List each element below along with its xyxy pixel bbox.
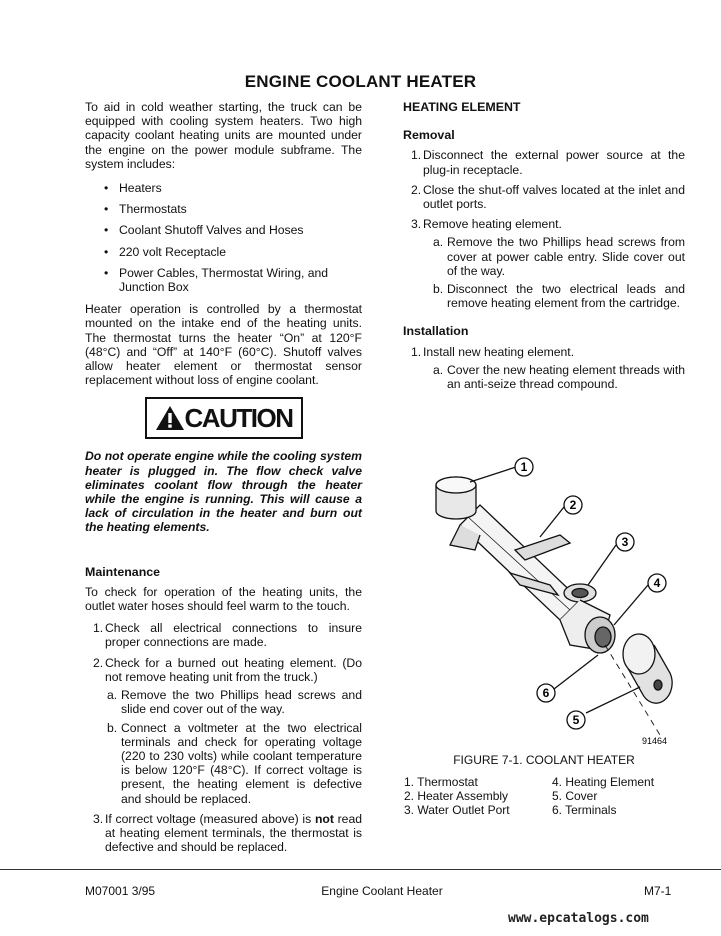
maintenance-steps (85, 621, 362, 854)
callout-5: 5 (572, 713, 580, 727)
list-item: • Power Cables, Thermostat Wiring, and Junction Box (104, 266, 362, 294)
list-item: • Coolant Shutoff Valves and Hoses (104, 223, 362, 237)
intro-paragraph: To aid in cold weather starting, the truck can be equipped with cooling system heaters. Two high capacity coolant heating units are mounted under the engine on the power module subframe. The system includes: (85, 100, 362, 171)
substep (103, 688, 362, 716)
footer-page-number: M7-1 (644, 884, 672, 898)
step-text: Close the shut-off valves located at the inlet and outlet ports. (423, 182, 685, 212)
list-item (403, 148, 685, 176)
substep-text: Connect a voltmeter at the two electrical terminals and check for operating voltage (220 to 230 volts) while coolant temperature is below 120°F (48°C). If correct voltage is present, the heating element is defective and should be replaced. (121, 720, 362, 806)
part-number: 91464 (642, 736, 668, 746)
figure-caption: FIGURE 7-1. COOLANT HEATER (453, 753, 635, 767)
step-number: 2. (93, 655, 104, 670)
callout-6: 6 (542, 686, 550, 700)
footer-rule (0, 869, 721, 870)
caution-banner (145, 397, 303, 439)
list-item (85, 621, 362, 649)
step-text (105, 812, 362, 855)
list-item (403, 345, 685, 392)
legend-item: 4. Heating Element (552, 775, 655, 789)
list-item (85, 656, 362, 806)
footer-section: Engine Coolant Heater (321, 884, 443, 898)
callout-3: 3 (621, 535, 629, 549)
installation-heading: Installation (403, 324, 469, 339)
substep-number: a. (107, 688, 118, 703)
step-text: Remove heating element. (423, 217, 562, 232)
list-item (403, 217, 685, 310)
list-item: • Heaters (104, 181, 362, 195)
list-item: • 220 volt Receptacle (104, 245, 362, 259)
callout-2: 2 (569, 498, 577, 512)
legend-item: 5. Cover (552, 789, 598, 803)
list-item (403, 183, 685, 211)
legend-item: 1. Thermostat (404, 775, 478, 789)
list-item (85, 812, 362, 855)
operation-paragraph: Heater operation is controlled by a thermostat mounted on the intake end of the heating units. The thermostat turns the heater “On” at 120°F (48°C) and “Off” at 140°F (60°C). Shutoff valves allow heater element or thermostat sensor replacement without loss of engine coolant. (85, 302, 362, 388)
footer-doc-id: M07001 3/95 (85, 884, 156, 898)
step3-text-b: read at heating element terminals, the thermostat is defective and should be replaced. (105, 811, 362, 855)
substep (429, 235, 685, 278)
step-text: Check all electrical connections to insure proper connections are made. (105, 621, 362, 650)
substep-number: b. (107, 720, 118, 735)
substep-text: Remove the two Phillips head screws and slide end cover out of the way. (121, 688, 362, 717)
caution-text: Do not operate engine while the cooling system heater is plugged in. The flow check valve eliminates coolant flow through the heater while the engine is running. This will cause a lack of circulation in the heater and burn out the heating elements. (85, 449, 362, 535)
step-number: 3. (93, 811, 104, 826)
page-title: ENGINE COOLANT HEATER (244, 72, 477, 91)
removal-heading: Removal (403, 128, 455, 143)
step3-text-a: If correct voltage (measured above) is (105, 811, 315, 826)
legend-item: 2. Heater Assembly (404, 789, 509, 803)
heating-element-heading: HEATING ELEMENT (403, 100, 521, 114)
substep-text: Disconnect the two electrical leads and remove heating element from the cartridge. (447, 282, 685, 311)
removal-steps (403, 148, 685, 310)
left-column (85, 100, 362, 860)
callout-4: 4 (653, 576, 661, 590)
substep-text: Remove the two Phillips head screws from cover at power cable entry. Slide cover out of the way. (447, 235, 685, 278)
watermark: www.epcatalogs.com (508, 911, 649, 926)
legend-item: 3. Water Outlet Port (404, 803, 510, 817)
substep-number: b. (433, 282, 444, 297)
system-components-list (85, 181, 362, 294)
step-number: 3. (411, 217, 422, 232)
step-number: 1. (93, 621, 104, 636)
substep-number: a. (433, 362, 444, 377)
step-text: Install new heating element. (423, 344, 575, 359)
list-item: • Thermostats (104, 202, 362, 216)
step-text: Disconnect the external power source at the plug-in receptacle. (423, 148, 685, 177)
maintenance-heading: Maintenance (85, 564, 161, 579)
step-number: 2. (411, 182, 422, 197)
coolant-heater-illustration (420, 445, 700, 765)
substep (103, 721, 362, 806)
substep-text: Cover the new heating element threads with an anti-seize thread compound. (447, 362, 685, 392)
callout-1: 1 (520, 460, 528, 474)
legend-item: 6. Terminals (552, 803, 617, 817)
installation-steps (403, 345, 685, 392)
caution-label: CAUTION (184, 403, 293, 434)
substep (429, 282, 685, 310)
step-number: 1. (411, 344, 422, 359)
step-text: Check for a burned out heating element. (Do not remove heating unit from the truck.) (105, 655, 362, 684)
substep-number: a. (433, 235, 444, 250)
step-number: 1. (411, 148, 422, 163)
right-column (403, 100, 685, 397)
step3-bold: not (314, 811, 334, 826)
substep (429, 363, 685, 391)
maintenance-intro: To check for operation of the heating units, the outlet water hoses should feel warm to the touch. (85, 584, 362, 614)
warning-triangle-icon (155, 405, 185, 431)
